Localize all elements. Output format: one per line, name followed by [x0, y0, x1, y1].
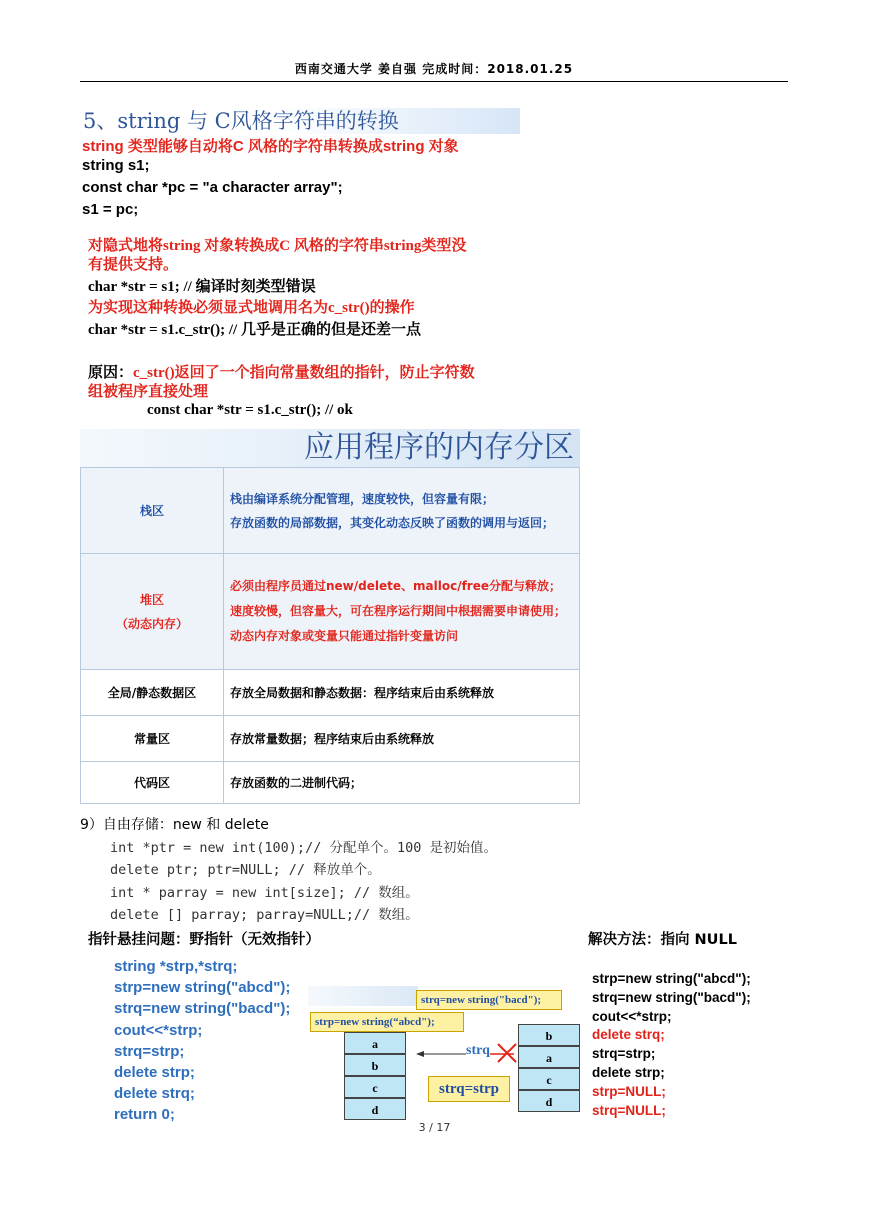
region-name: 常量区: [81, 716, 224, 762]
code-line: int *ptr = new int(100);// 分配单个。100 是初始值。: [110, 840, 497, 856]
region-desc: 存放函数的二进制代码；: [224, 762, 580, 804]
reason-text: c_str()返回了一个指向常量数组的指针，防止字符数: [133, 365, 475, 381]
memory-table: [80, 467, 580, 804]
region-name-line: 堆区: [139, 592, 164, 607]
code-line: delete [] parray; parray=NULL;// 数组。: [110, 907, 419, 923]
region-desc: [224, 468, 580, 554]
pointer-arrows: [410, 1040, 520, 1064]
solution-title: 解决方法：指向 NULL: [588, 932, 737, 948]
code-line: delete strp;: [592, 1064, 665, 1080]
code-line: cout<<*strp;: [592, 1008, 672, 1024]
memory-cell: c: [344, 1076, 406, 1098]
code-line-fix: strp=NULL;: [592, 1083, 666, 1099]
code-line: char *str = s1; // 编译时刻类型错误: [88, 279, 316, 295]
section5-title: 5、string 与 C风格字符串的转换: [80, 108, 520, 134]
code-line-fix: delete strq;: [592, 1027, 665, 1043]
region-name-line: （动态内存）: [115, 616, 188, 631]
region-desc-line: 速度较慢，但容量大，可在程序运行期间中根据需要申请使用；: [230, 604, 567, 618]
strp-alloc-label: strp=new string(“abcd");: [310, 1012, 464, 1032]
code-line: string *strp,*strq;: [114, 958, 238, 975]
table-row: [81, 670, 580, 716]
region-desc: 存放全局数据和静态数据：程序结束后由系统释放: [224, 670, 580, 716]
strq-alloc-label: strq=new string("bacd");: [416, 990, 562, 1010]
region-name: 全局/静态数据区: [81, 670, 224, 716]
region-desc-line: 栈由编译系统分配管理，速度较快，但容量有限；: [230, 491, 495, 506]
code-line: strp=new string("abcd");: [592, 971, 751, 986]
code-line: return 0;: [114, 1106, 175, 1124]
page-number: 3 / 17: [418, 1121, 451, 1134]
code-line: strq=new string("bacd");: [592, 989, 751, 1005]
code-line: strq=strp;: [592, 1046, 656, 1062]
region-name: 栈区: [81, 468, 224, 554]
region-desc-line: 存放函数的局部数据，其变化动态反映了函数的调用与返回；: [230, 515, 555, 530]
region-desc: 存放常量数据；程序结束后由系统释放: [224, 716, 580, 762]
code-line: char *str = s1.c_str(); // 几乎是正确的但是还差一点: [88, 322, 421, 338]
code-line: delete strq;: [114, 1085, 195, 1103]
reason-label: 原因：: [88, 365, 134, 381]
left-code-block: [114, 956, 290, 1126]
memory-cell: d: [344, 1098, 406, 1120]
code-line: string s1;: [82, 157, 150, 174]
section9-title: 9）自由存储：new 和 delete: [80, 817, 269, 833]
dangling-title: 指针悬挂问题：野指针（无效指针）: [88, 932, 320, 948]
implicit-note-line2: 有提供支持。: [88, 257, 179, 273]
code-line: const char *str = s1.c_str(); // ok: [147, 402, 353, 418]
header-divider: [80, 81, 788, 82]
implicit-note-line1: 对隐式地将string 对象转换成C 风格的字符串string类型没: [88, 238, 467, 254]
region-name: 代码区: [81, 762, 224, 804]
assign-label: strq=strp: [428, 1076, 510, 1102]
auto-conversion-note: string 类型能够自动将C 风格的字符串转换成string 对象: [82, 138, 459, 155]
region-desc: [224, 554, 580, 670]
memory-cell: c: [518, 1068, 580, 1090]
code-line: strq=strp;: [114, 1042, 185, 1060]
code-line: strp=new string("abcd");: [114, 979, 291, 997]
region-desc-line: 必须由程序员通过new/delete、malloc/free分配与释放；: [230, 579, 561, 593]
code-line: const char *pc = "a character array";: [82, 179, 343, 196]
code-line-fix: strq=NULL;: [592, 1102, 666, 1118]
page-header: 西南交通大学 姜自强 完成时间：2018.01.25: [294, 62, 574, 76]
code-line: cout<<*strp;: [114, 1021, 203, 1039]
strq-arrow-label: strq: [466, 1043, 490, 1058]
code-line: delete strp;: [114, 1064, 195, 1082]
code-line: strq=new string("bacd");: [114, 1000, 291, 1018]
table-row: [81, 468, 580, 554]
arrow-head-icon: [416, 1051, 424, 1057]
region-name: [81, 554, 224, 670]
code-line: s1 = pc;: [82, 201, 139, 218]
memory-cell: b: [344, 1054, 406, 1076]
memory-title: 应用程序的内存分区: [304, 430, 574, 465]
memory-cell: b: [518, 1024, 580, 1046]
code-line: int * parray = new int[size]; // 数组。: [110, 885, 419, 901]
table-row: [81, 762, 580, 804]
memory-cell: a: [518, 1046, 580, 1068]
reason-line1: [88, 361, 475, 382]
explicit-note: 为实现这种转换必须显式地调用名为c_str()的操作: [88, 300, 415, 316]
memory-cell: a: [344, 1032, 406, 1054]
region-desc-line: 动态内存对象或变量只能通过指针变量访问: [230, 629, 459, 643]
code-line: delete ptr; ptr=NULL; // 释放单个。: [110, 862, 381, 878]
memory-cell: d: [518, 1090, 580, 1112]
table-row: [81, 716, 580, 762]
right-code-block: [592, 970, 751, 1120]
diagram-bg: [308, 986, 418, 1006]
table-row: [81, 554, 580, 670]
reason-line2: 组被程序直接处理: [88, 384, 209, 400]
